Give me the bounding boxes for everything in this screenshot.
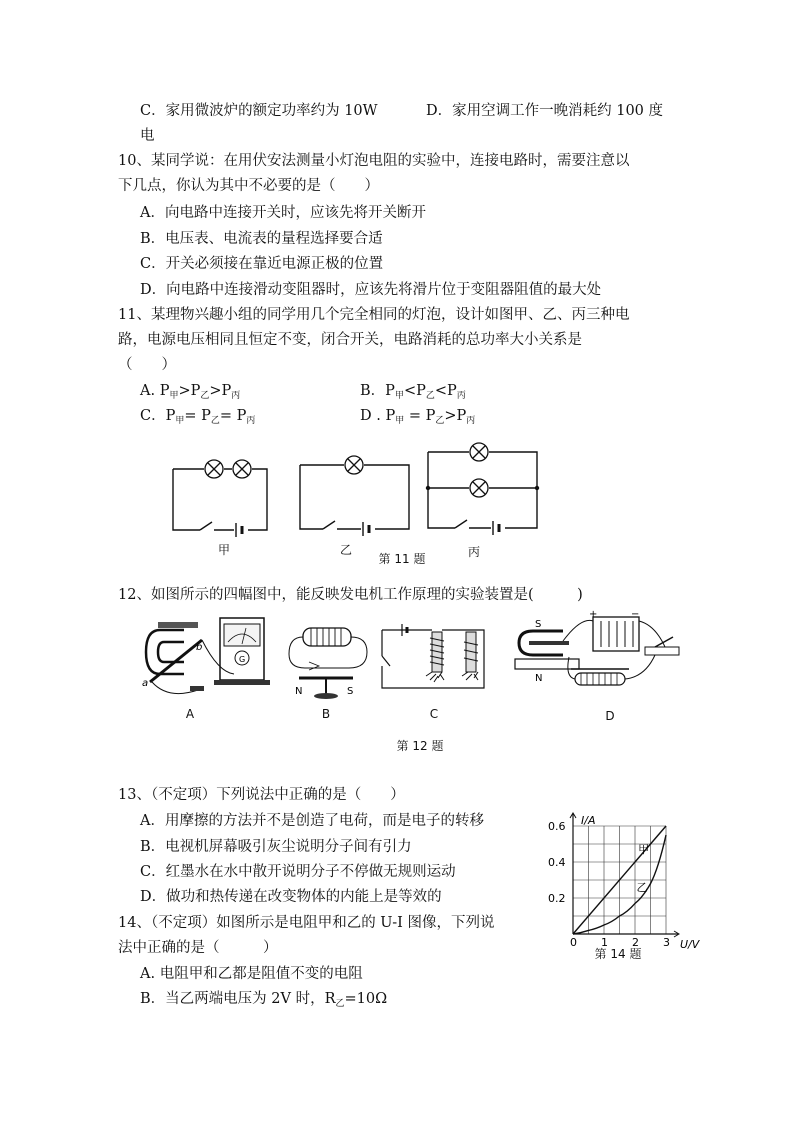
series-label-jia: 甲 bbox=[638, 843, 650, 856]
q9-option-c: C．家用微波炉的额定功率约为 10W bbox=[140, 103, 378, 119]
q14-stem-1: 14、（不定项）如图所示是电阻甲和乙的 U-I 图像，下列说 bbox=[118, 915, 495, 931]
q12-figure-d bbox=[505, 607, 685, 707]
circuit-yi bbox=[297, 452, 412, 537]
q13-option-c: C．红墨水在水中散开说明分子不停做无规则运动 bbox=[140, 864, 456, 880]
q11-stem-3: （ ） bbox=[118, 357, 176, 373]
svg-text:G: G bbox=[239, 655, 246, 664]
x-tick-label: 1 bbox=[601, 936, 608, 949]
q12-label-d: D bbox=[605, 709, 615, 723]
label-a: a bbox=[142, 678, 149, 689]
y-axis-label: I/A bbox=[581, 814, 596, 827]
q10-stem-2: 下几点，你认为其中不必要的是（ ） bbox=[118, 178, 379, 194]
x-tick-label: 2 bbox=[632, 936, 639, 949]
q14-ui-chart bbox=[548, 808, 700, 951]
label-n: N bbox=[535, 673, 543, 684]
q14-caption: 第 14 题 bbox=[594, 947, 642, 961]
label-minus: − bbox=[631, 609, 640, 620]
q12-figure-c bbox=[374, 622, 494, 697]
q10-option-d: D．向电路中连接滑动变阻器时，应该先将滑片位于变阻器阻值的最大处 bbox=[140, 282, 602, 298]
q13-stem: 13、（不定项）下列说法中正确的是（ ） bbox=[118, 787, 405, 803]
q11-option-a: A. $P_甲>P_乙>P_丙$ bbox=[140, 383, 241, 401]
series-label-yi: 乙 bbox=[636, 880, 648, 894]
q9-option-d: D．家用空调工作一晚消耗约 100 度 bbox=[426, 103, 664, 119]
label-b: b bbox=[196, 642, 203, 653]
circuit-jia bbox=[170, 455, 270, 535]
q11-option-b: B．$P_甲<P_乙<P_丙$ bbox=[360, 383, 466, 401]
q12-stem: 12、如图所示的四幅图中，能反映发电机工作原理的实验装置是( ) bbox=[118, 587, 583, 603]
y-tick-label: 0.6 bbox=[548, 820, 566, 833]
y-tick-label: 0.2 bbox=[548, 892, 566, 905]
circuit-bing bbox=[425, 440, 540, 540]
q14-stem-2: 法中正确的是（ ） bbox=[118, 940, 278, 956]
q10-option-a: A．向电路中连接开关时，应该先将开关断开 bbox=[140, 205, 426, 221]
q12-figure-b bbox=[285, 622, 375, 702]
q12-label-c: C bbox=[429, 707, 439, 721]
q13-option-a: A．用摩擦的方法并不是创造了电荷，而是电子的转移 bbox=[140, 813, 484, 829]
q14-option-a: A. 电阻甲和乙都是阻值不变的电阻 bbox=[140, 966, 363, 982]
q11-caption: 第 11 题 bbox=[378, 552, 426, 566]
label-s: S bbox=[535, 619, 542, 630]
label-s: S bbox=[347, 686, 354, 697]
q14-option-b: B．当乙两端电压为 2V 时，$R_乙=10\Omega$ bbox=[140, 991, 388, 1009]
q10-option-c: C．开关必须接在靠近电源正极的位置 bbox=[140, 256, 384, 272]
y-tick-label: 0.4 bbox=[548, 856, 566, 869]
x-tick-label: 0 bbox=[570, 936, 577, 949]
x-tick-label: 3 bbox=[663, 936, 670, 949]
q12-caption: 第 12 题 bbox=[396, 739, 444, 753]
q10-option-b: B．电压表、电流表的量程选择要合适 bbox=[140, 231, 383, 247]
lamp-icon bbox=[345, 456, 363, 474]
circuit-label-jia: 甲 bbox=[217, 543, 230, 557]
circuit-label-yi: 乙 bbox=[339, 543, 352, 557]
q12-label-b: B bbox=[321, 707, 331, 721]
q13-option-d: D．做功和热传递在改变物体的内能上是等效的 bbox=[140, 889, 442, 905]
circuit-label-bing: 丙 bbox=[467, 545, 480, 559]
label-plus: + bbox=[589, 609, 598, 620]
q11-stem-2: 路，电源电压相同且恒定不变，闭合开关，电路消耗的总功率大小关系是 bbox=[118, 332, 582, 348]
q9-option-d-cont: 电 bbox=[140, 128, 155, 144]
lamp-icon bbox=[470, 443, 488, 497]
x-axis-label: U/V bbox=[680, 938, 700, 951]
label-n: N bbox=[295, 686, 303, 697]
q13-option-b: B．电视机屏幕吸引灰尘说明分子间有引力 bbox=[140, 839, 412, 855]
q11-stem-1: 11、某理物兴趣小组的同学用几个完全相同的灯泡，设计如图甲、乙、丙三种电 bbox=[118, 307, 630, 323]
q10-stem-1: 10、某同学说：在用伏安法测量小灯泡电阻的实验中，连接电路时，需要注意以 bbox=[118, 153, 630, 169]
q11-option-c: C．$P_甲= P_乙= P_丙$ bbox=[140, 408, 256, 426]
q12-label-a: A bbox=[185, 707, 195, 721]
q11-option-d: D . $P_甲 = P_乙>P_丙$ bbox=[360, 408, 476, 426]
q12-figure-a bbox=[138, 612, 278, 707]
